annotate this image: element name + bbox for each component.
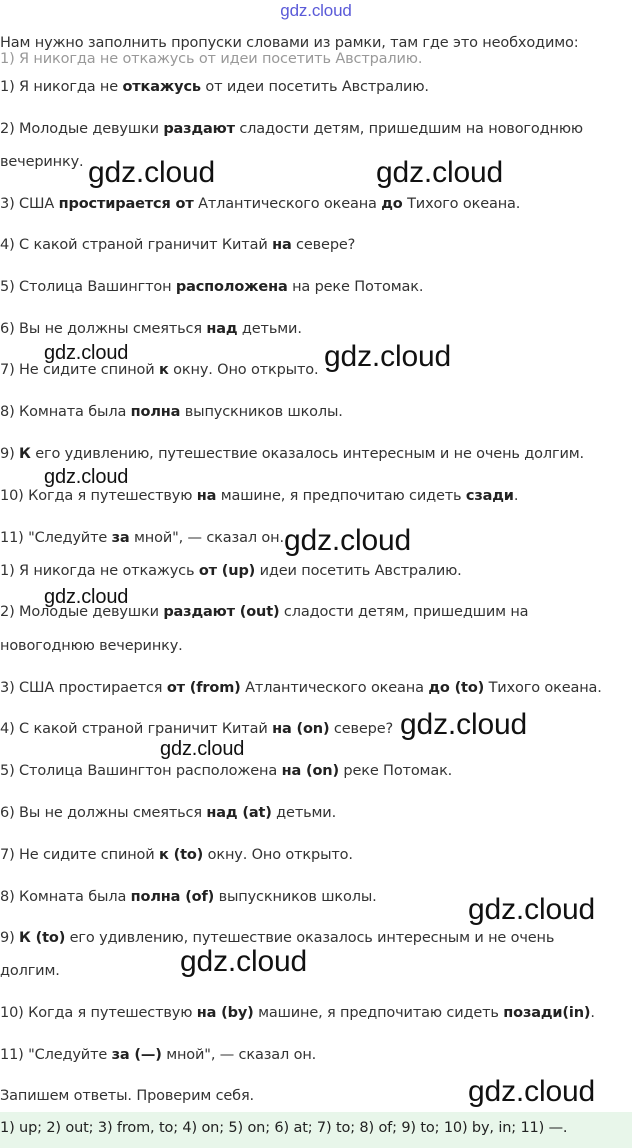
sentence-6: 6) Вы не должны смеяться над детьми.: [0, 321, 302, 337]
translated-sentence-4: 4) С какой страной граничит Китай на (on) севере?: [0, 721, 394, 737]
watermark: gdz.cloud: [44, 586, 129, 608]
sentence-2-continuation: вечеринку.: [0, 154, 84, 170]
watermark: gdz.cloud: [160, 738, 245, 760]
watermark: gdz.cloud: [468, 1075, 596, 1108]
translated-sentence-7: 7) Не сидите спиной к (to) окну. Оно открыто.: [0, 847, 353, 863]
site-logo[interactable]: gdz.cloud: [280, 1, 352, 20]
sentence-2: 2) Молодые девушки раздают сладости детям, пришедшим на новогоднюю: [0, 121, 583, 137]
watermark: gdz.cloud: [284, 524, 412, 557]
sentence-5: 5) Столица Вашингтон расположена на реке Потомак.: [0, 279, 424, 295]
translated-sentence-11: 11) "Следуйте за (—) мной", — сказал он.: [0, 1047, 317, 1063]
translated-sentence-6: 6) Вы не должны смеяться над (at) детьми.: [0, 805, 337, 821]
watermark: gdz.cloud: [44, 342, 129, 364]
answers-bar: [0, 1112, 632, 1148]
translated-sentence-2-continuation: новогоднюю вечеринку.: [0, 638, 183, 654]
watermark: gdz.cloud: [180, 945, 308, 978]
watermark: gdz.cloud: [324, 340, 452, 373]
watermark: gdz.cloud: [88, 156, 216, 189]
watermark: gdz.cloud: [468, 893, 596, 926]
sentence-11: 11) "Следуйте за мной", — сказал он.: [0, 530, 284, 546]
watermark: gdz.cloud: [376, 156, 504, 189]
sentence-10: 10) Когда я путешествую на машине, я предпочитаю сидеть сзади.: [0, 488, 519, 504]
translated-sentence-8: 8) Комната была полна (of) выпускников школы.: [0, 889, 377, 905]
translated-sentence-9: 9) К (to) его удивлению, путешествие оказалось интересным и не очень: [0, 930, 555, 946]
translated-sentence-5: 5) Столица Вашингтон расположена на (on) реке Потомак.: [0, 763, 453, 779]
clipped-partial-line: 1) Я никогда не откажусь от идеи посетить Австралию.: [0, 51, 423, 67]
sentence-8: 8) Комната была полна выпускников школы.: [0, 404, 343, 420]
sentence-3: 3) США простирается от Атлантического океана до Тихого океана.: [0, 196, 521, 212]
sentence-1: 1) Я никогда не откажусь от идеи посетить Австралию.: [0, 79, 429, 95]
check-note: Запишем ответы. Проверим себя.: [0, 1088, 255, 1104]
sentence-9: 9) К его удивлению, путешествие оказалось интересным и не очень долгим.: [0, 446, 584, 462]
answers-text: 1) up; 2) out; 3) from, to; 4) on; 5) on; 6) at; 7) to; 8) of; 9) to; 10) by, in; 11) —.: [0, 1120, 568, 1136]
translated-sentence-10: 10) Когда я путешествую на (by) машине, я предпочитаю сидеть позади(in).: [0, 1005, 595, 1021]
translated-sentence-1: 1) Я никогда не откажусь от (up) идеи посетить Австралию.: [0, 563, 462, 579]
watermark: gdz.cloud: [44, 466, 129, 488]
translated-sentence-2: 2) Молодые девушки раздают (out) сладости детям, пришедшим на: [0, 604, 529, 620]
sentence-4: 4) С какой страной граничит Китай на севере?: [0, 237, 356, 253]
translated-sentence-3: 3) США простирается от (from) Атлантического океана до (to) Тихого океана.: [0, 680, 602, 696]
sentence-7: 7) Не сидите спиной к окну. Оно открыто.: [0, 362, 319, 378]
watermark: gdz.cloud: [400, 708, 528, 741]
task-intro: Нам нужно заполнить пропуски словами из рамки, там где это необходимо:: [0, 35, 579, 51]
translated-sentence-9-continuation: долгим.: [0, 963, 60, 979]
